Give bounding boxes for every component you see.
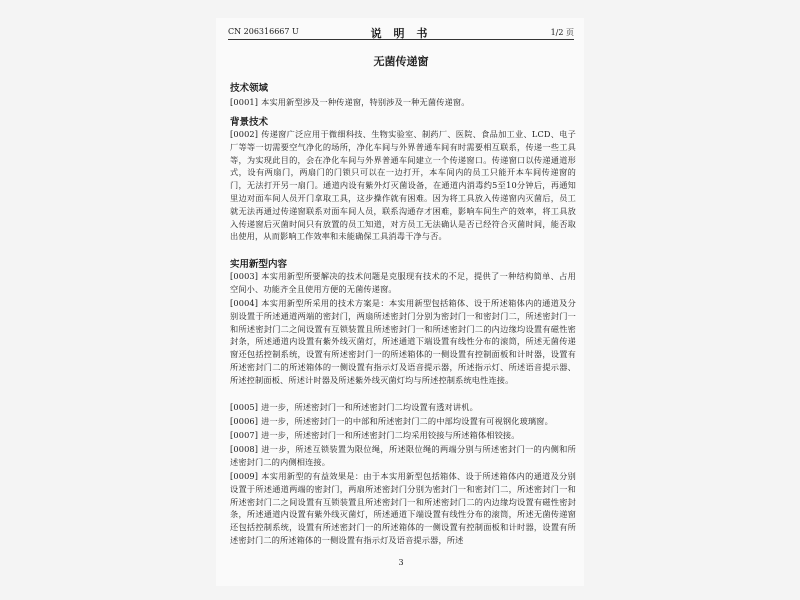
paragraph-number: [0006] [230,416,259,426]
paragraph-number: [0008] [230,444,259,454]
paragraph-text: 进一步，所述密封门一和所述密封门二均设置有透对讲机。 [261,402,478,412]
paragraph-0002 [230,128,576,243]
paragraph-number: [0007] [230,430,259,440]
paragraph-0007 [230,429,576,442]
paragraph-0006 [230,415,576,428]
paragraph-text: 本实用新型的有益效果是：由于本实用新型包括箱体、设于所述箱体内的通道及分别设置于所述通道两端的密封门，两扇所述密封门分别为密封门一和密封门二，所述密封门一和所述密封门二之间设置有互锁装置且所述密封门一和所述密封门二的内边缘均设置有磁性密封条，所述通道内设置有紫外线灭菌灯，所述通道下端设置有线性分布的滚筒，所述无菌传递窗还包括控制系统，设置有所述密封门一的所述箱体的一侧设置有控制面板和计时器，设置有所述密封门二的所述箱体的一侧设置有指示灯及语音提示器，所述 [230,471,576,545]
section-heading-tech-field: 技术领域 [230,83,269,94]
paragraph-number: [0004] [230,298,259,308]
paragraph-text: 本实用新型所采用的技术方案是：本实用新型包括箱体、设于所述箱体内的通道及分别设置于所述通道两端的密封门，两扇所述密封门分别为密封门一和密封门二，所述密封门一和所述密封门二之间设置有互锁装置且所述密封门一和所述密封门二的内边缘均设置有磁性密封条，所述通道内设置有紫外线灭菌灯，所述通道下端设置有线性分布的滚筒，所述无菌传递窗还包括控制系统，设置有所述密封门一的所述箱体的一侧设置有控制面板和计时器，设置有所述密封门二的所述箱体的一侧设置有指示灯及语音提示器，所述指示灯、所述语音提示器、所述控制面板、所述计时器及所述紫外线灭菌灯均与所述控制系统电性连接。 [230,298,576,385]
paragraph-number: [0009] [230,471,259,481]
paragraph-number: [0003] [230,271,259,281]
paragraph-0001 [230,96,576,109]
paragraph-number: [0002] [230,129,259,139]
paragraph-text: 传递窗广泛应用于微细科技、生物实验室、制药厂、医院、食品加工业、LCD、电子厂等等一切需要空气净化的场所，净化车间与外界普通车间有时需要相互联系，传递一些工具等，为实现此目的，会在净化车间与外界普通车间建立一个传递窗口。传递窗口以传递通道形式，设有两扇门，两扇门的门锁只可以在一边打开，本车间内的员工只能开本车间传递窗的门，无法打开另一扇门。通道内设有紫外灯灭菌设备，在通道内消毒约5至10分钟后，再通知里边对面车间人员开门拿取工具，这步操作就有困难。因为将工具放入传递窗内灭菌后，员工就无法再通过传递窗联系对面车间人员，联系沟通存才困难，影响车间生产的效率，将工具放入传递窗后灭菌时间只有放置的员工知道，对方员工无法确认是否已经符合灭菌时间，能否取出使用，从而影响工作效率和未能确保工具消毒干净与否。 [230,129,576,242]
paragraph-0008 [230,443,576,469]
paragraph-text: 本实用新型所要解决的技术问题是克服现有技术的不足，提供了一种结构简单、占用空间小、功能齐全且使用方便的无菌传递窗。 [230,271,576,294]
page-header [228,25,574,40]
section-heading-background: 背景技术 [230,117,269,128]
paragraph-number: [0005] [230,402,259,412]
paragraph-0003 [230,270,576,296]
paragraph-0005 [230,401,576,414]
paragraph-text: 本实用新型涉及一种传递窗，特别涉及一种无菌传递窗。 [261,97,470,107]
section-heading-utility: 实用新型内容 [230,259,288,270]
paragraph-0009 [230,470,576,547]
page-indicator: 1/2 页 [550,28,574,37]
paragraph-number: [0001] [230,97,259,107]
paragraph-text: 进一步，所述互锁装置为限位绳，所述限位绳的两端分别与所述密封门一的内侧和所述密封门二的内侧相连接。 [230,444,576,467]
publication-number: CN 206316667 U [228,27,299,36]
document-title: 无菌传递窗 [373,55,429,68]
header-title: 说 明 书 [370,27,432,40]
paragraph-text: 进一步，所述密封门一的中部和所述密封门二的中部均设置有可视钢化玻璃窗。 [261,416,553,426]
paragraph-text: 进一步，所述密封门一和所述密封门二均采用铰接与所述箱体相铰接。 [261,430,520,440]
page-number: 3 [398,558,404,567]
paragraph-0004 [230,297,576,387]
